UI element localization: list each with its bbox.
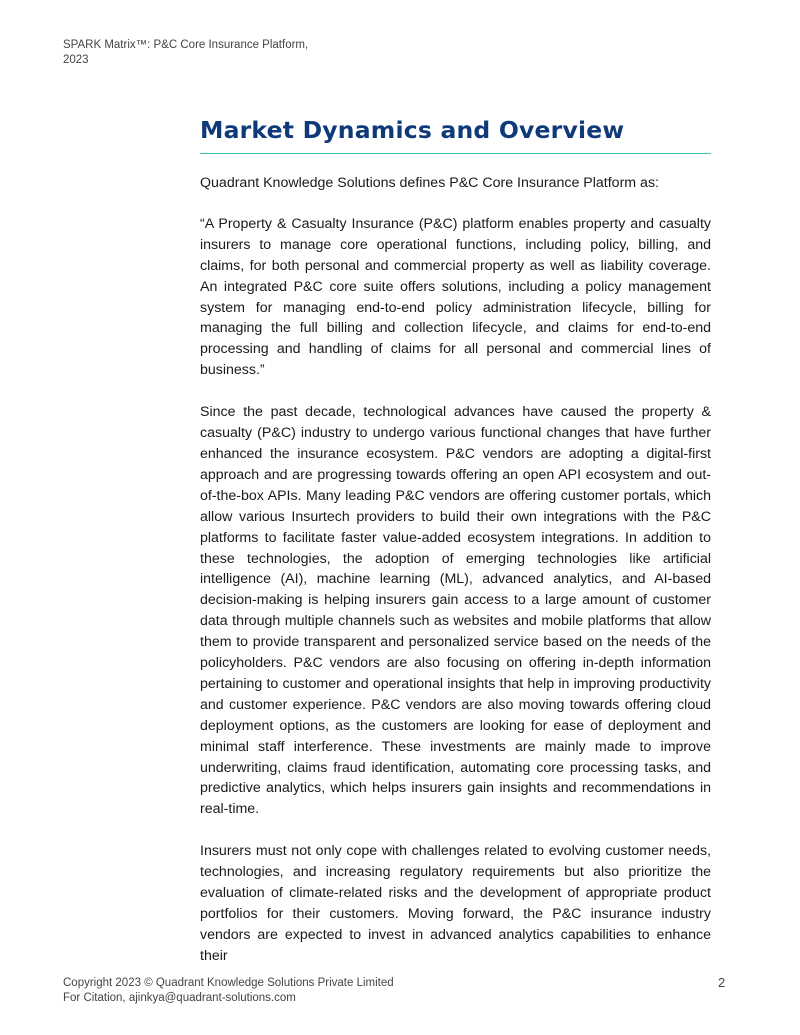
paragraph-insurer-challenges: Insurers must not only cope with challenges related to evolving customer needs, technologies, and increasing regulatory requirements but also prioritize the evaluation of climate-related risks and the development of appropriate product portfolios for their customers. Moving forward, the P&C insurance industry vendors are expected to invest in advanced analytics capabilities to enhance their bbox=[200, 843, 711, 964]
page-number: 2 bbox=[718, 975, 726, 990]
section-title: Market Dynamics and Overview bbox=[200, 116, 625, 144]
paragraph-technology-advances: Since the past decade, technological advances have caused the property & casualty (P&C) industry to undergo various functional changes that have further enhanced the insurance ecosystem. P&C vendors are adopting a digital-first approach and are progressing towards offering an open API ecosystem and out-of-the-box APIs. Many leading P&C vendors are offering customer portals, which allow various Insurtech providers to build their own integrations with the P&C platforms to facilitate faster value-added ecosystem integrations. In addition to these technologies, the adoption of emerging technologies like artificial intelligence (AI), machine learning (ML), advanced analytics, and AI-based decision-making is helping insurers gain access to a large amount of customer data through multiple channels such as websites and mobile platforms that allow them to provide transparent and personalized service based on the needs of the policyholders. P&C vendors are also focusing on offering in-depth information pertaining to customer and operational insights that help in improving productivity and customer experience. P&C vendors are also moving towards offering cloud deployment options, as the customers are looking for ease of deployment and minimal staff interference. These investments are mainly made to improve underwriting, claims fraud identification, automating core processing tasks, and predictive analytics, which helps insurers gain insights and recommendations in real-time. bbox=[200, 404, 711, 818]
paragraph-definition-intro: Quadrant Knowledge Solutions defines P&C Core Insurance Platform as: bbox=[200, 175, 659, 191]
copyright-text: Copyright 2023 © Quadrant Knowledge Solutions Private Limited bbox=[63, 977, 394, 989]
running-header: SPARK Matrix™: P&C Core Insurance Platform, 2023 bbox=[63, 39, 309, 66]
footer bbox=[63, 976, 394, 1005]
citation-text: For Citation, ajinkya@quadrant-solutions.com bbox=[63, 991, 296, 1004]
main-content bbox=[200, 114, 711, 988]
paragraph-definition-quote: “A Property & Casualty Insurance (P&C) platform enables property and casualty insurers to manage core operational functions, including policy, billing, and claims, for both personal and commercial property as well as liability coverage. An integrated P&C core suite offers solutions, including a policy management system for managing end-to-end policy administration lifecycle, billing for managing the full billing and collection lifecycle, and claims for end-to-end processing and handling of claims for all personal and commercial lines of business.” bbox=[200, 215, 711, 379]
title-divider bbox=[200, 153, 711, 154]
